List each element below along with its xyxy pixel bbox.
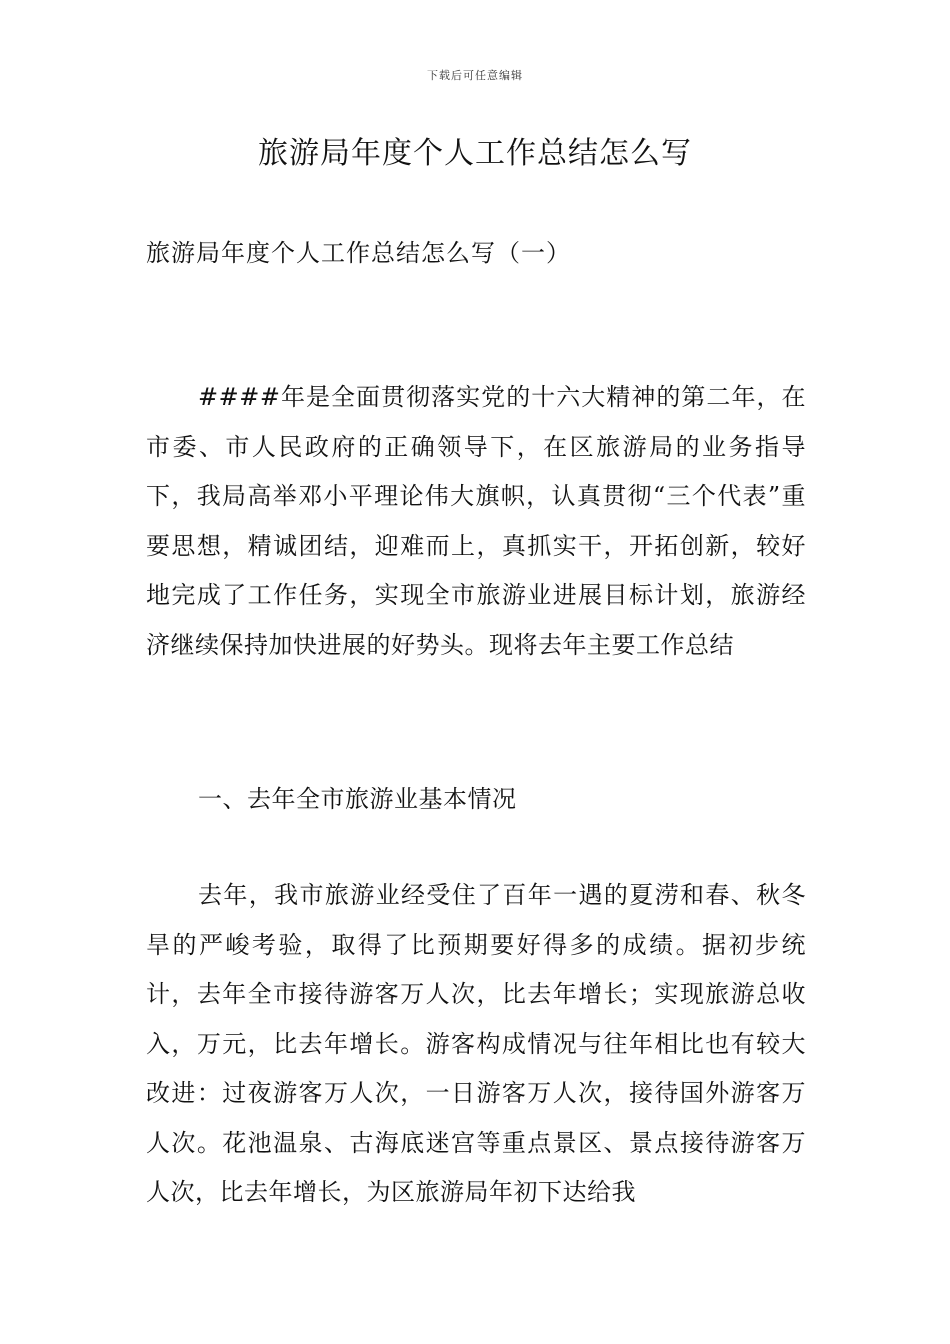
document-title: 旅游局年度个人工作总结怎么写 [258,136,692,171]
header-note: 下载后可任意编辑 [427,69,523,82]
document-subtitle: 旅游局年度个人工作总结怎么写（一） [146,239,571,267]
section-heading: 一、去年全市旅游业基本情况 [198,785,517,813]
paragraph-situation: 去年，我市旅游业经受住了百年一遇的夏涝和春、秋冬旱的严峻考验，取得了比预期要好得多的成绩。据初步统计，去年全市接待游客万人次，比去年增长；实现旅游总收入，万元，比去年增长。游客构成情况与往年相比也有较大改进：过夜游客万人次，一日游客万人次，接待国外游客万人次。花池温泉、古海底迷宫等重点景区、景点接待游客万人次，比去年增长，为区旅游局年初下达给我 [146,881,806,1206]
paragraph-intro: ####年是全面贯彻落实党的十六大精神的第二年，在市委、市人民政府的正确领导下，在区旅游局的业务指导下，我局高举邓小平理论伟大旗帜，认真贯彻“三个代表”重要思想，精诚团结，迎难而上，真抓实干，开拓创新，较好地完成了工作任务，实现全市旅游业进展目标计划，旅游经济继续保持加快进展的好势头。现将去年主要工作总结 [146,383,806,659]
